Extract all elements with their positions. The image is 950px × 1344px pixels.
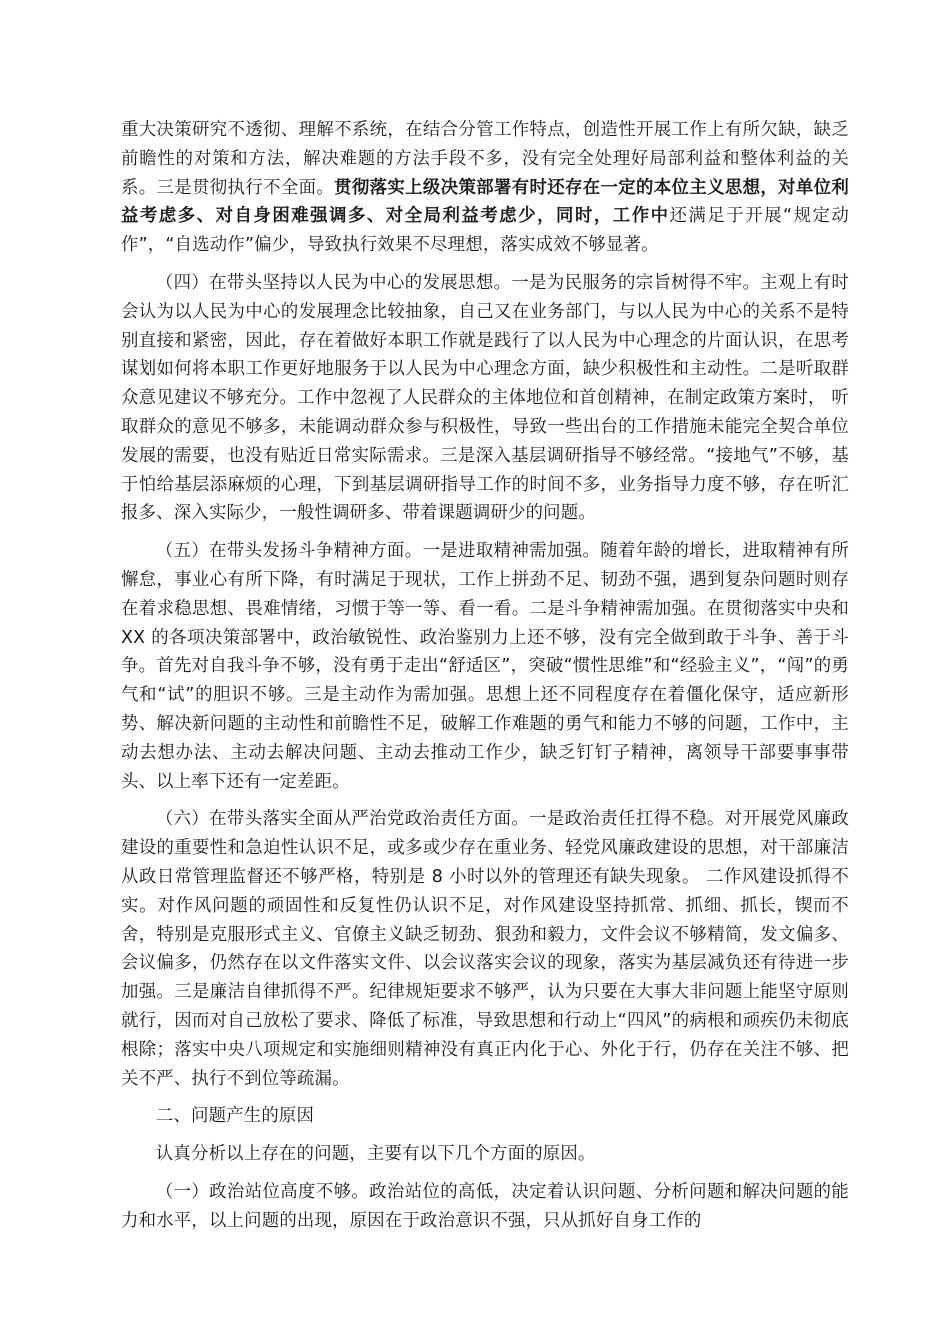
section-heading-causes: 二、问题产生的原因 (155, 1106, 315, 1127)
paragraph-intro-causes: 认真分析以上存在的问题，主要有以下几个方面的原因。 (155, 1144, 596, 1165)
paragraph-section-4: （四）在带头坚持以人民为中心的发展思想。一是为民服务的宗旨树得不牢。主观上有时会认为以人民为中心的发展理念比较抽象，自己又在业务部门，与以人民为中心的关系不是特别直接和紧密，因此，存在着做好本职工作就是践行了以人民为中心理念的片面认识，在思考谋划如何将本职工作更好地服务于以人民为中心理念方面，缺少积极性和主动性。二是听取群众意见建议不够充分。工作中忽视了人民群众的主体地位和首创精神，在制定政策方案时， 听取群众的意见不够多，未能调动群众参与积极性，导致一些出台的工作措施未能完全契合单位发展的需要，也没有贴近日常实际需求。三是深入基层调研指导不够经常。“接地气”不够，基于怕给基层添麻烦的心理，下到基层调研指导工作的时间不多，业务指导力度不够，存在听汇报多、深入实际少，一般性调研多、带着课题调研少的问题。 (121, 272, 849, 524)
bold-text: 贯彻落实上级决策部署有时还存在一定的本位主义思想，对单位利益考虑多、对自身困难强调多、对全局利益考虑少，同时，工作中 (121, 177, 849, 227)
paragraph-text: 重大决策研究不透彻、理解不系统，在结合分管工作特点，创造性开展工作上有所欠缺，缺乏前瞻性的对策和方法，解决难题的方法手段不多，没有完全处理好局部利益和整体利益的关系。三是贯彻执行不全面。 (121, 120, 849, 198)
paragraph-section-6: （六）在带头落实全面从严治党政治责任方面。一是政治责任扛得不稳。对开展党风廉政建设的重要性和急迫性认识不足，或多或少存在重业务、轻党风廉政建设的思想，对干部廉洁从政日常管理监督还不够严格，特别是 8 小时以外的管理还有缺失现象。 二作风建设抓得不实。对作风问题的顽固性和反复性仍认识不足，对作风建设坚持抓常、抓细、抓长，锲而不舍，特别是克服形式主义、官僚主义缺乏韧劲、狠劲和毅力，文件会议不够精简，发文偏多、会议偏多，仍然存在以文件落实文件、以会议落实会议的现象，落实为基层减负还有待进一步加强。三是廉洁自律抓得不严。纪律规矩要求不够严，认为只要在大事大非问题上能坚守原则就行，因而对自己放松了要求、降低了标准，导致思想和行动上“四风”的病根和顽疾仍未彻底根除；落实中央八项规定和实施细则精神没有真正内化于心、外化于行，仍存在关注不够、把关不严、执行不到位等疏漏。 (121, 809, 849, 1089)
paragraph-cause-1: （一）政治站位高度不够。政治站位的高低，决定着认识问题、分析问题和解决问题的能力和水平，以上问题的出现，原因在于政治意识不强，只从抓好自身工作的 (121, 1181, 849, 1231)
paragraph-continuation (121, 116, 849, 260)
paragraph-text-end: 还满足于开展“规定动作”，“自选动作”偏少，导致执行效果不尽理想，落实成效不够显著。 (121, 206, 849, 256)
document-body (121, 116, 849, 1244)
paragraph-section-5: （五）在带头发扬斗争精神方面。一是进取精神需加强。随着年龄的增长，进取精神有所懈怠，事业心有所下降，有时满足于现状，工作上拼劲不足、韧劲不强，遇到复杂问题时则存在着求稳思想、畏难情绪，习惯于等一等、看一看。二是斗争精神需加强。在贯彻落实中央和 XX 的各项决策部署中，政治敏锐性、政治鉴别力上还不够，没有完全做到敢于斗争、善于斗争。首先对自我斗争不够，没有勇于走出“舒适区”，突破“惯性思维”和“经验主义”，“闯”的勇气和“试”的胆识不够。三是主动作为需加强。思想上还不同程度存在着僵化保守，适应新形势、解决新问题的主动性和前瞻性不足，破解工作难题的勇气和能力不够的问题，工作中，主动去想办法、主动去解决问题、主动去推动工作少，缺乏钉钉子精神，离领导干部要事事带头、以上率下还有一定差距。 (121, 541, 849, 792)
